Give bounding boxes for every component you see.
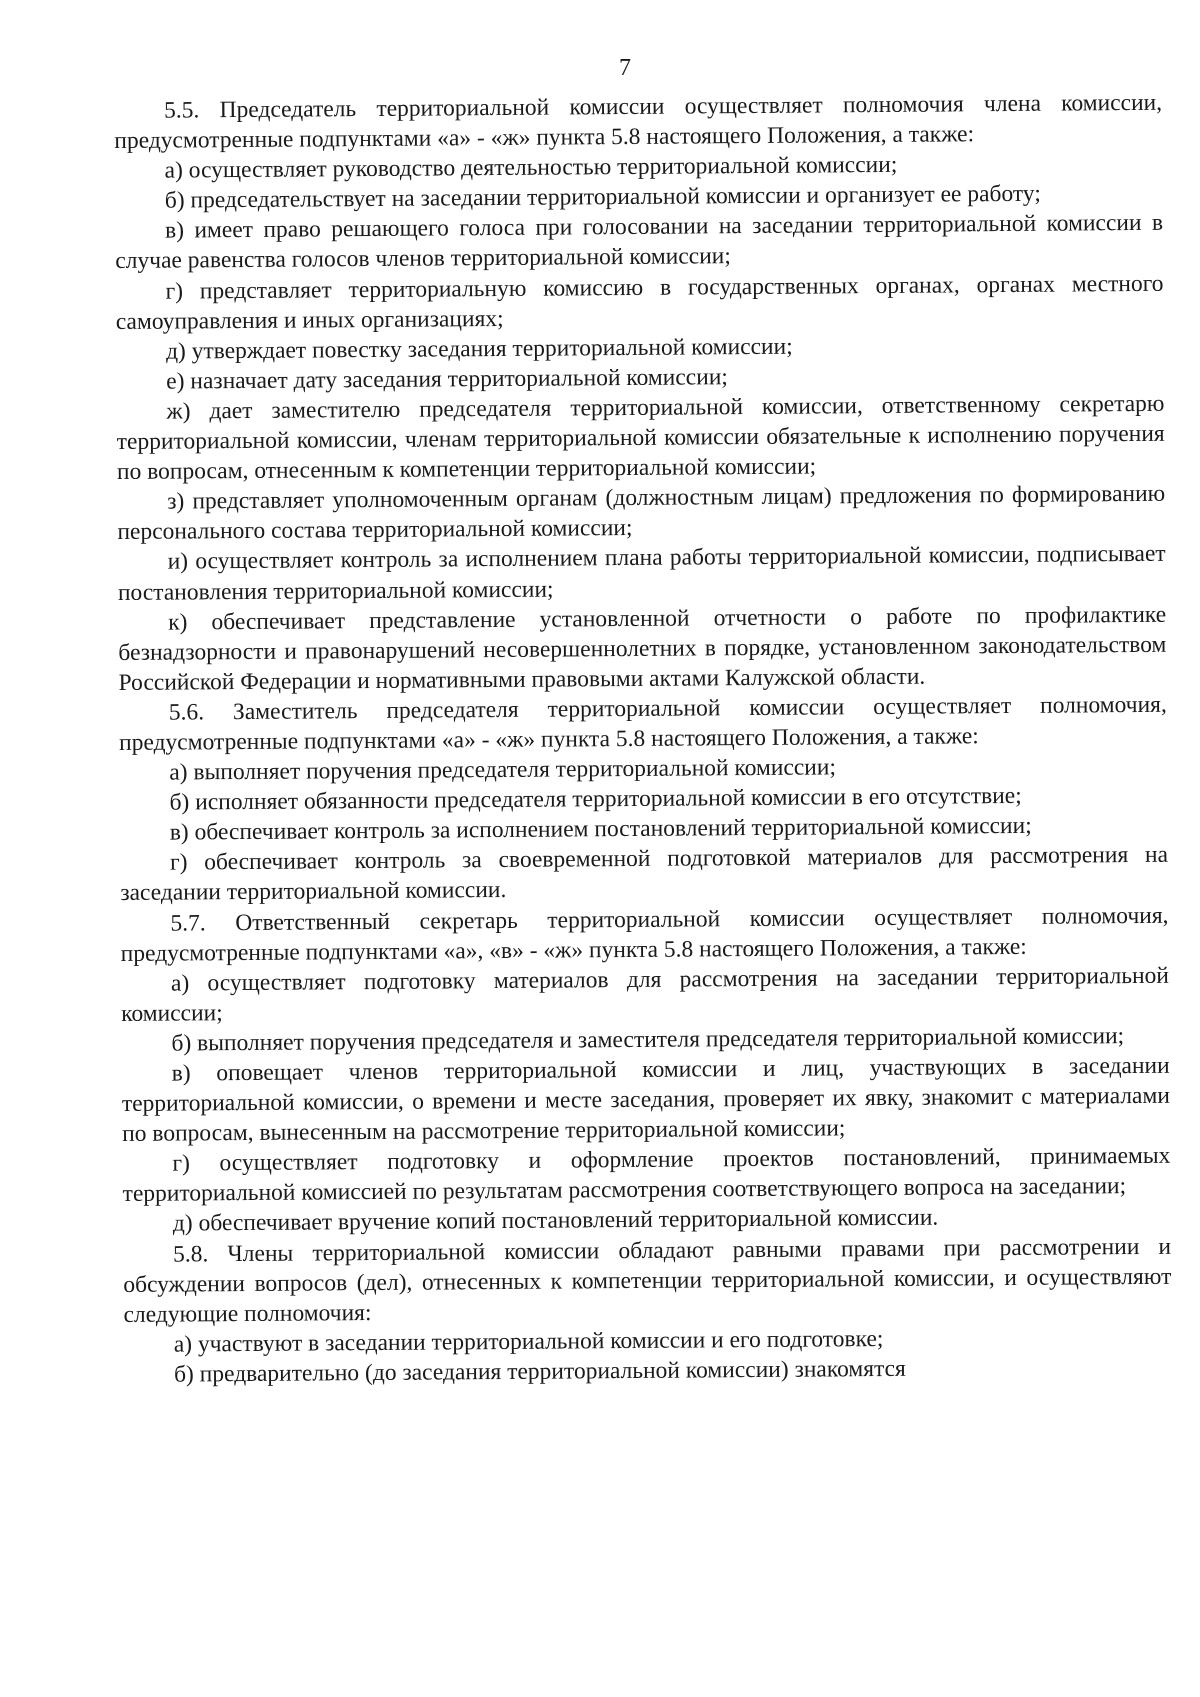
paragraph: а) выполняет поручения председателя территориальной комиссии; (169, 754, 837, 786)
paragraph: в) оповещает членов территориальной комиссии и лиц, участвующих в заседании территориальной комиссии, о времени и месте заседания, проверяет их явку, знакомит с материалами по вопросам, вынесенным на рассмотрение территориальной комиссии; (121, 1052, 1170, 1148)
paragraph: к) обеспечивает представление установленной отчетности о работе по профилактике безнадзорности и правонарушений несовершеннолетних в порядке, установленном законодательством Российской Федерации и нормативными правовыми актами Калужской области. (118, 601, 1167, 696)
paragraph: е) назначает дату заседания территориальной комиссии; (166, 364, 728, 395)
paragraph: в) обеспечивает контроль за исполнением постановлений территориальной комиссии; (169, 813, 1032, 846)
paragraph: б) предварительно (до заседания территориальной комиссии) знакомятся (173, 1355, 906, 1388)
paragraph: б) исполняет обязанности председателя территориальной комиссии в его отсутствие; (169, 783, 1022, 816)
paragraph: ж) дает заместителю председателя территориальной комиссии, ответственному секретарю территориальной комиссии, членам территориальной комиссии обязательные к исполнению поручения по вопросам, отнесенным к компетенции территориальной комиссии; (116, 390, 1165, 486)
document-body (114, 88, 1172, 1390)
paragraph: а) участвуют в заседании территориальной комиссии и его подготовке; (173, 1325, 884, 1358)
paragraph: з) представляет уполномоченным органам (должностным лицам) предложения по формированию персонального состава территориальной комиссии; (117, 480, 1166, 546)
paragraph: д) обеспечивает вручение копий постановлений территориальной комиссии. (172, 1205, 939, 1238)
paragraph: д) утверждает повестку заседания территориальной комиссии; (165, 333, 793, 365)
paragraph: и) осуществляет контроль за исполнением плана работы территориальной комиссии, подписывает постановления территориальной комиссии; (117, 541, 1166, 606)
paragraph: г) осуществляет подготовку и оформление проектов постановлений, принимаемых территориальной комиссией по результатам рассмотрения соответствующего вопроса на заседании; (122, 1143, 1171, 1208)
paragraph: а) осуществляет руководство деятельностью территориальной комиссии; (164, 152, 898, 184)
paragraph: б) председательствует на заседании территориальной комиссии и организует ее работу; (164, 181, 1041, 214)
paragraph: 5.7. Ответственный секретарь территориальной комиссии осуществляет полномочия, предусмотренные подпунктами «а», «в» - «ж» пункта 5.8 настоящего Положения, а также: (120, 902, 1169, 967)
page-number: 7 (619, 55, 631, 81)
paragraph: а) осуществляет подготовку материалов для рассмотрения на заседании территориальной комиссии; (121, 962, 1170, 1027)
paragraph: г) обеспечивает контроль за своевременной подготовкой материалов для рассмотрения на заседании территориальной комиссии. (120, 842, 1169, 907)
paragraph: 5.6. Заместитель председателя территориальной комиссии осуществляет полномочия, предусмотренные подпунктами «а» - «ж» пункта 5.8 настоящего Положения, а также: (118, 691, 1167, 756)
paragraph: 5.8. Члены территориальной комиссии обладают равными правами при рассмотрении и обсуждении вопросов (дел), отнесенных к компетенции территориальной комиссии, и осуществляют следующие полномочия: (123, 1233, 1172, 1328)
paragraph: 5.5. Председатель территориальной комиссии осуществляет полномочия члена комиссии, предусмотренные подпунктами «а» - «ж» пункта 5.8 настоящего Положения, а также: (114, 89, 1163, 155)
paragraph: г) представляет территориальную комиссию в государственных органах, органах местного самоуправления и иных организациях; (115, 270, 1164, 335)
paragraph: б) выполняет поручения председателя и заместителя председателя территориальной комиссии; (171, 1023, 1125, 1057)
paragraph: в) имеет право решающего голоса при голосовании на заседании территориальной комиссии в случае равенства голосов членов территориальной комиссии; (115, 210, 1164, 275)
